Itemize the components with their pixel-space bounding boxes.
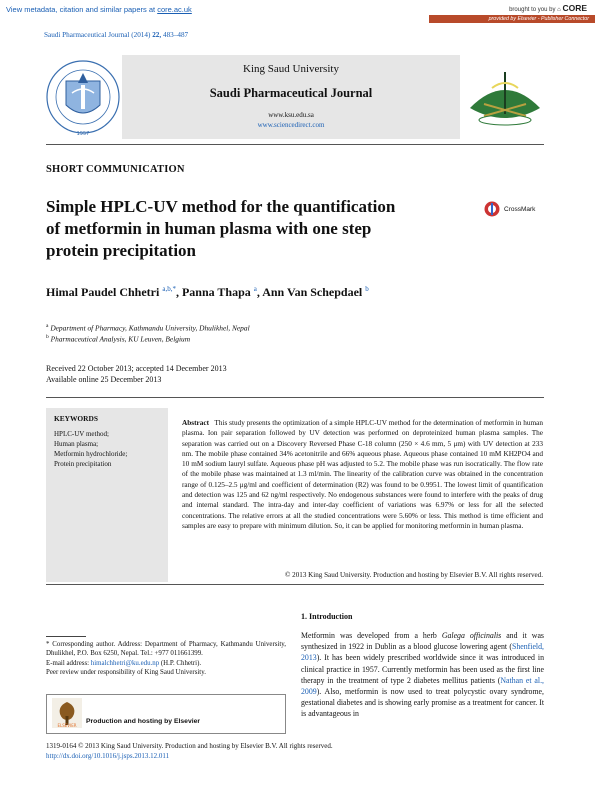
core-metadata-link[interactable]: View metadata, citation and similar papers at core.ac.uk	[6, 5, 192, 14]
ref-nathan[interactable]: Nathan et al., 2009	[301, 675, 544, 697]
footnote-rule	[46, 636, 86, 637]
footnote	[46, 640, 286, 678]
author-3: Ann Van Schepdael	[262, 285, 363, 299]
author-3-affil[interactable]: b	[365, 285, 369, 293]
author-email-link[interactable]: himalchhetri@ku.edu.np	[90, 659, 160, 667]
issn-copyright: 1319-0164 © 2013 King Saud University. Production and hosting by Elsevier B.V. All rights reserved.	[46, 742, 333, 750]
crossmark-icon	[484, 201, 500, 217]
author-2: Panna Thapa	[181, 285, 251, 299]
ref-shenfield[interactable]: Shenfield, 2013	[301, 642, 544, 663]
keyword-item: Metformin hydrochloride;	[54, 450, 128, 458]
keyword-item: Human plasma;	[54, 440, 99, 448]
author-1-affil[interactable]: a,b,*	[162, 285, 176, 293]
author-1: Himal Paudel Chhetri	[46, 285, 160, 299]
doi-link[interactable]: http://dx.doi.org/10.1016/j.jsps.2013.12.011	[46, 752, 170, 760]
svg-text:1957: 1957	[76, 131, 90, 137]
keywords-heading: KEYWORDS	[54, 414, 98, 423]
core-logo-icon: ⌂	[557, 7, 561, 13]
core-link[interactable]: core.ac.uk	[157, 5, 192, 14]
abstract-text: This study presents the optimization of a simple HPLC-UV method for the determination of metformin in human plasma. Ion pair separation followed by UV detection was performed on deproteinized human plasma samples. The separation was carried out on a Discovery Reversed Phase C-18 column (250 × 4.6 mm, 5 μm) with UV detection at 233 nm. The mobile phase contained 34% acetonitrile and 66% aqueous phase. Aqueous phase contained 10 mM KH2PO4 and 10 mM sodium lauryl sulfate. Aqueous phase pH was adjusted to 5.2. The mobile phase was run isocratically. The flow rate of the mobile phase was maintained at 1.3 ml/min. The linearity of the calibration curve was obtained in the concentration range of 0.125–2.5 μg/ml and coefficient of determination (R2) was found to be 0.9951. The lowest limit of quantification and detection was 125 and 62 ng/ml respectively. No endogenous substances were found to interfere with the peaks of drug and internal standard. The intra-day and inter-day coefficient of variations was 6.97% or less for all the selected concentrations. The relative errors at all the studied concentrations were 5.60% or less. This method is time efficient and samples are easy to prepare with minimum dilution. So, it can be applied for monitoring metformin in human plasma.	[182, 419, 543, 530]
crossmark-badge[interactable]: CrossMark	[484, 200, 544, 218]
university-name: King Saud University	[243, 63, 339, 75]
keyword-item: Protein precipitation	[54, 460, 112, 468]
abstract-label: Abstract	[182, 419, 209, 427]
corresponding-author: * Corresponding author. Address: Department of Pharmacy, Kathmandu University, Dhulikhel, P.O. Box 6250, Nepal. Tel.: +977 011661399.	[46, 641, 286, 658]
author-2-affil[interactable]: a	[253, 285, 257, 293]
affiliation-b: $^b$ Pharmaceutical Analysis, KU Leuven, Belgium	[46, 334, 191, 344]
elsevier-production-label: Production and hosting by Elsevier	[86, 718, 201, 725]
elsevier-brand-text: ELSEVIER	[57, 723, 77, 728]
abstract-copyright: © 2013 King Saud University. Production and hosting by Elsevier B.V. All rights reserved.	[285, 571, 543, 579]
received-date: Received 22 October 2013; accepted 14 December 2013	[46, 364, 227, 373]
elsevier-box	[46, 694, 286, 734]
provided-by-banner: provided by Elsevier - Publisher Connector	[429, 15, 595, 23]
sciencedirect-url[interactable]: www.sciencedirect.com	[257, 121, 325, 129]
intro-heading: 1. Introduction	[301, 612, 353, 621]
journal-citation: Saudi Pharmaceutical Journal (2014) 22, 483–487	[44, 31, 189, 39]
journal-name: Saudi Pharmaceutical Journal	[209, 86, 373, 100]
ksu-logo	[42, 55, 124, 139]
ksu-url[interactable]: www.ksu.edu.sa	[268, 111, 314, 119]
keyword-item: HPLC-UV method;	[54, 430, 109, 438]
abstract	[182, 418, 543, 531]
email-line: E-mail address: himalchhetri@ku.edu.np (H.P. Chhetri).	[46, 659, 202, 667]
header-rule	[46, 144, 544, 145]
core-brand: CORE	[562, 3, 587, 13]
affiliation-a: $^a$ Department of Pharmacy, Kathmandu University, Dhulikhel, Nepal	[46, 323, 250, 333]
brought-by-text: brought to you by	[509, 7, 556, 13]
elsevier-tree-logo	[52, 698, 82, 728]
author-list: Himal Paudel Chhetri $^{a,b,*}$, Panna Thapa $^a$, Ann Van Schepdael $^b$	[46, 285, 369, 299]
saudi-emblem-logo	[462, 58, 548, 136]
abstract-rule	[46, 397, 544, 398]
article-title: Simple HPLC-UV method for the quantification of metformin in human plasma with one step protein precipitation	[46, 197, 396, 260]
online-date: Available online 25 December 2013	[46, 375, 162, 384]
peer-review-note: Peer review under responsibility of King Saud University.	[46, 669, 206, 677]
core-brand-badge[interactable]	[509, 3, 587, 13]
section-type: SHORT COMMUNICATION	[46, 164, 185, 175]
intro-text: Metformin was developed from a herb Galega officinalis and it was synthesized in 1922 in Dublin as a blood glucose lowering agent (Shenfield, 2013). It has been widely prescribed worldwide since it was introduced in clinical practice in 1957. Currently metformin has been used as the first line therapy in the treatment of type 2 diabetes mellitus patients (Nathan et al., 2009). Also, metformin is now used to treat polycystic ovary syndrome, gestational diabetes and is showing early promise as a treatment for cancer. It is advantageous in	[301, 631, 544, 719]
abstract-bottom-rule	[46, 584, 544, 585]
